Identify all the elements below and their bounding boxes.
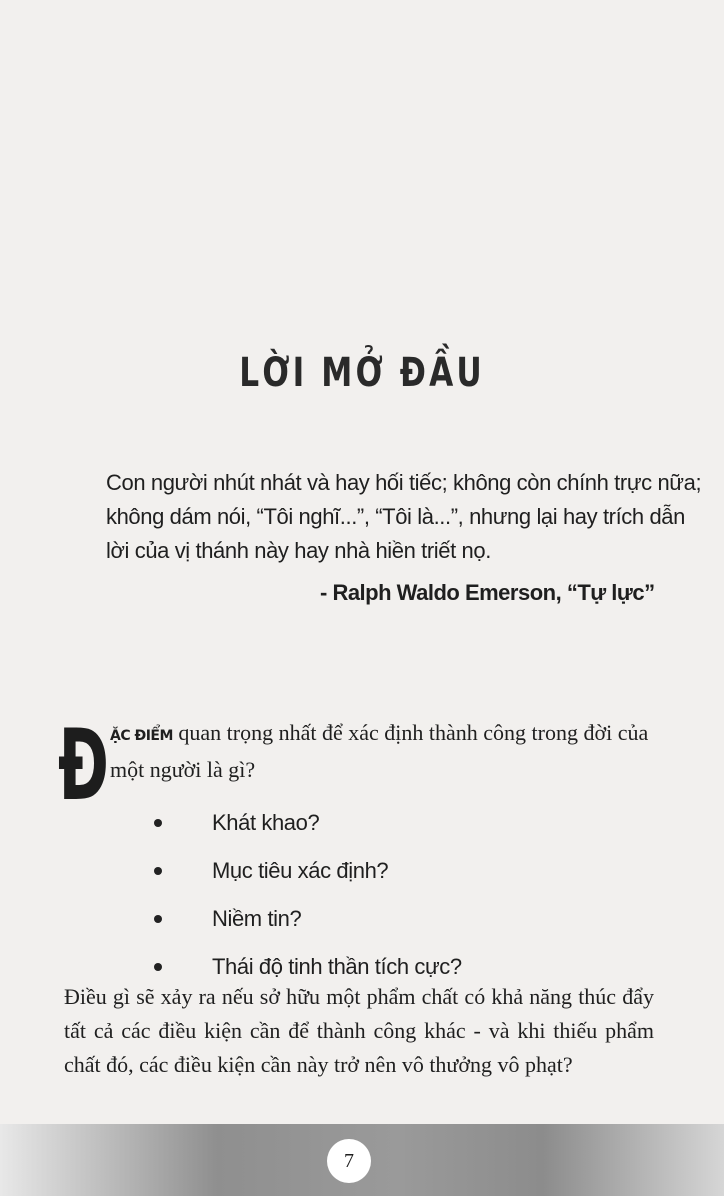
first-paragraph [110, 716, 650, 787]
list-item-text: Niềm tin? [212, 906, 302, 931]
epigraph-attribution: - Ralph Waldo Emerson, “Tự lực” [320, 580, 655, 605]
second-paragraph: Điều gì sẽ xảy ra nếu sở hữu một phẩm chất có khả năng thúc đẩy tất cả các điều kiện cần để thành công khác - và khi thiếu phẩm chất đó, các điều kiện cần này trở nên vô thưởng vô phạt? [64, 984, 654, 1077]
list-item [150, 902, 610, 950]
bullet-dot-icon [154, 819, 162, 827]
bullet-dot-icon [154, 915, 162, 923]
epigraph-line: lời của vị thánh này hay nhà hiền triết nọ. [106, 538, 491, 563]
list-item-text: Khát khao? [212, 810, 320, 835]
drop-cap: Đ [58, 709, 109, 823]
list-item-text: Thái độ tinh thần tích cực? [212, 954, 462, 979]
bullet-list [150, 806, 610, 998]
page-title: LỜI MỞ ĐẦU [239, 350, 485, 396]
small-caps-lead: ẶC ĐIỂM [110, 728, 173, 744]
list-item-text: Mục tiêu xác định? [212, 858, 389, 883]
bullet-dot-icon [154, 867, 162, 875]
first-paragraph-text: quan trọng nhất để xác định thành công trong đời của một người là gì? [110, 720, 649, 782]
list-item [150, 806, 610, 854]
page-number: 7 [327, 1139, 371, 1183]
bullet-dot-icon [154, 963, 162, 971]
epigraph-quote [106, 466, 702, 568]
epigraph-line: Con người nhút nhát và hay hối tiếc; không còn chính trực nữa; [106, 470, 702, 495]
epigraph-line: không dám nói, “Tôi nghĩ...”, “Tôi là...”, nhưng lại hay trích dẫn [106, 504, 685, 529]
list-item [150, 854, 610, 902]
